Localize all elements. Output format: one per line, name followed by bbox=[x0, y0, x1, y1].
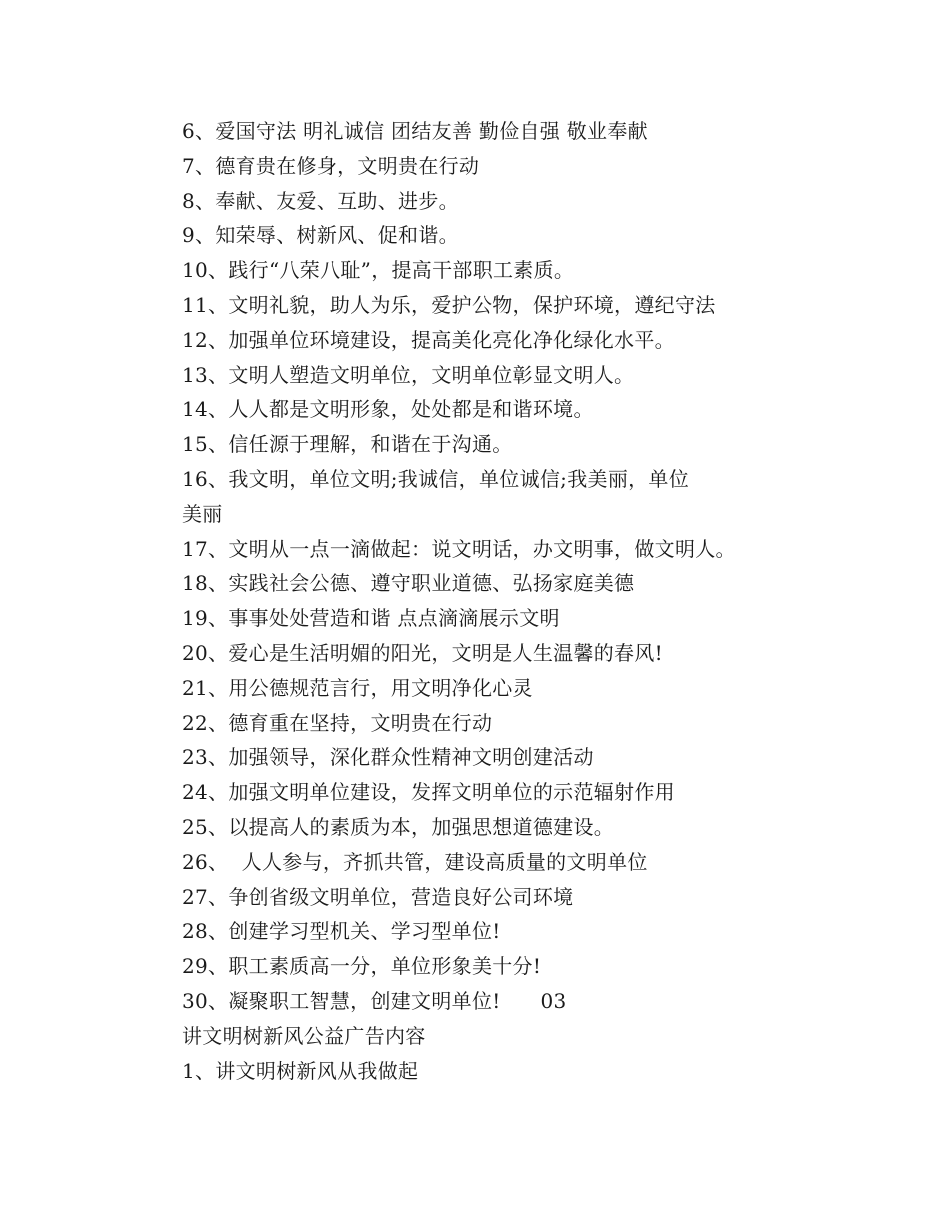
text-line: 21、用公德规范言行，用文明净化心灵 bbox=[182, 675, 533, 700]
text-line: 23、加强领导，深化群众性精神文明创建活动 bbox=[182, 745, 594, 770]
text-line: 美丽 bbox=[182, 501, 223, 526]
section-heading: 讲文明树新风公益广告内容 bbox=[182, 1023, 426, 1048]
text-line: 27、争创省级文明单位，营造良好公司环境 bbox=[182, 884, 574, 909]
text-line: 30、凝聚职工智慧，创建文明单位! 03 bbox=[182, 988, 567, 1013]
text-line: 28、创建学习型机关、学习型单位! bbox=[182, 919, 501, 944]
text-line: 17、文明从一点一滴做起：说文明话，办文明事，做文明人。 bbox=[182, 536, 736, 561]
text-line: 7、德育贵在修身，文明贵在行动 bbox=[182, 153, 480, 178]
text-line: 20、爱心是生活明媚的阳光，文明是人生温馨的春风! bbox=[182, 640, 663, 665]
text-line: 10、践行“八荣八耻”，提高干部职工素质。 bbox=[182, 258, 575, 283]
text-line: 1、讲文明树新风从我做起 bbox=[182, 1058, 419, 1083]
text-line: 26、 人人参与，齐抓共管，建设高质量的文明单位 bbox=[182, 849, 648, 874]
text-line: 25、以提高人的素质为本，加强思想道德建设。 bbox=[182, 814, 615, 839]
text-line: 24、加强文明单位建设，发挥文明单位的示范辐射作用 bbox=[182, 780, 675, 805]
document-body bbox=[182, 114, 782, 1088]
text-line: 15、信任源于理解，和谐在于沟通。 bbox=[182, 432, 513, 457]
text-line: 11、文明礼貌，助人为乐，爱护公物，保护环境，遵纪守法 bbox=[182, 292, 716, 317]
text-line: 13、文明人塑造文明单位，文明单位彰显文明人。 bbox=[182, 362, 635, 387]
text-line: 14、人人都是文明形象，处处都是和谐环境。 bbox=[182, 397, 594, 422]
text-line: 22、德育重在坚持，文明贵在行动 bbox=[182, 710, 493, 735]
text-line: 8、奉献、友爱、互助、进步。 bbox=[182, 188, 459, 213]
text-line: 6、爱国守法 明礼诚信 团结友善 勤俭自强 敬业奉献 bbox=[182, 119, 648, 143]
text-line: 16、我文明，单位文明;我诚信，单位诚信;我美丽，单位 bbox=[182, 466, 690, 491]
text-line: 18、实践社会公德、遵守职业道德、弘扬家庭美德 bbox=[182, 571, 635, 596]
text-line: 9、知荣辱、树新风、促和谐。 bbox=[182, 223, 459, 248]
text-line: 12、加强单位环境建设，提高美化亮化净化绿化水平。 bbox=[182, 327, 675, 352]
text-line: 19、事事处处营造和谐 点点滴滴展示文明 bbox=[182, 606, 560, 631]
text-line: 29、职工素质高一分，单位形象美十分! bbox=[182, 954, 542, 979]
